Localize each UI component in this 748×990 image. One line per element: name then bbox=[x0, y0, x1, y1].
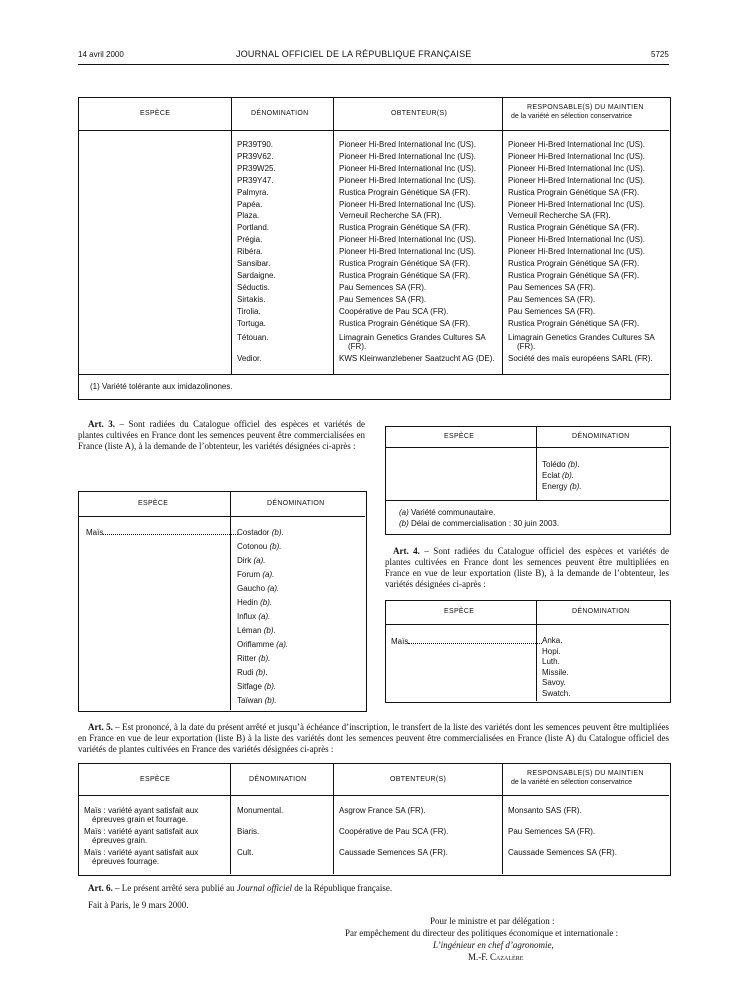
table1-row-3-obtenteur: Pioneer Hi-Bred International Inc (US). bbox=[339, 175, 476, 185]
table1-row-13-responsable: Pau Semences SA (FR). bbox=[508, 294, 596, 304]
table2-item-0: Costador (b). bbox=[237, 528, 284, 537]
table5-row-0-responsable: Monsanto SAS (FR). bbox=[508, 806, 582, 815]
table1-tetouan-name: Tétouan. bbox=[237, 333, 269, 342]
table1-row-15-responsable: Rustica Prograin Génétique SA (FR). bbox=[508, 318, 640, 328]
table2-item-4: Gaucho (a). bbox=[237, 584, 280, 593]
article-4 bbox=[385, 546, 669, 590]
table1-row-10-denomination: Sansibar. bbox=[237, 259, 271, 268]
table1-row-11-responsable: Rustica Prograin Génétique SA (FR). bbox=[508, 270, 640, 280]
table2-item-11: Sitfage (b). bbox=[237, 682, 277, 691]
table1-row-12-responsable: Pau Semences SA (FR). bbox=[508, 282, 596, 292]
table4-item-4: Savoy. bbox=[542, 678, 566, 687]
table3-col-espece: ESPÈCE bbox=[444, 433, 475, 440]
table4-species: Maïs bbox=[391, 637, 542, 646]
article-6: Art. 6. – Le présent arrêté sera publié au Journal officiel de la République française. bbox=[88, 883, 393, 893]
table1-row-14-obtenteur: Coopérative de Pau SCA (FR). bbox=[339, 306, 449, 316]
closing-line1: Pour le ministre et par délégation : bbox=[430, 916, 555, 926]
table5-col-responsable: RESPONSABLE(S) DU MAINTIEN bbox=[527, 770, 644, 777]
table4-item-3: Missile. bbox=[542, 667, 569, 677]
table4-frame bbox=[385, 600, 671, 703]
table1-col-denomination: DÉNOMINATION bbox=[251, 110, 309, 117]
table1-row-5-obtenteur: Pioneer Hi-Bred International Inc (US). bbox=[339, 199, 476, 209]
table4-item-5: Swatch. bbox=[542, 688, 571, 698]
header-date: 14 avril 2000 bbox=[78, 50, 124, 59]
table1-row-8-denomination: Prégia. bbox=[237, 235, 263, 245]
table1-row-0-denomination: PR39T90. bbox=[237, 140, 274, 149]
table5-row-1-denomination: Biaris. bbox=[237, 827, 260, 836]
table1-row-14-responsable: Pau Semences SA (FR). bbox=[508, 306, 596, 316]
table1-row-9-responsable: Pioneer Hi-Bred International Inc (US). bbox=[508, 247, 645, 257]
article-3-label: Art. 3. bbox=[88, 419, 116, 429]
article-3 bbox=[78, 419, 365, 452]
table3-note-a: (a) Variété communautaire. bbox=[399, 508, 496, 517]
table5-row-0-obtenteur: Asgrow France SA (FR). bbox=[339, 806, 426, 815]
table2-item-6: Influx (a). bbox=[237, 612, 271, 621]
table5-row-1-obtenteur: Coopérative de Pau SCA (FR). bbox=[339, 827, 449, 836]
table5-row-1-espece-cont: épreuves grain. bbox=[92, 836, 148, 845]
table4-col-espece: ESPÈCE bbox=[444, 608, 475, 615]
table5-row-0-espece-cont: épreuves grain et fourrage. bbox=[92, 815, 189, 824]
table2-item-1: Cotonou (b). bbox=[237, 542, 282, 551]
table1-row-2-obtenteur: Pioneer Hi-Bred International Inc (US). bbox=[339, 163, 476, 173]
closing-line2: Par empêchement du directeur des politiques économique et internationale : bbox=[345, 928, 619, 938]
article-3-text: – Sont radiées du Catalogue officiel des espèces et variétés de plantes cultivées en France dont les semences peuvent être commercialisées en France (liste A), à la demande de l’obtenteur, les variétés désignées ci-après : bbox=[78, 419, 365, 451]
signatory-name: M.-F. Cazalère bbox=[468, 952, 524, 962]
table5-col-obtenteur: OBTENTEUR(S) bbox=[390, 776, 447, 783]
table5-row-1-responsable: Pau Semences SA (FR). bbox=[508, 827, 596, 836]
table4-item-1: Hopi. bbox=[542, 646, 561, 656]
table1-tetouan-obt2: (FR). bbox=[348, 342, 367, 351]
table5-col-responsable-sub: de la variété en sélection conservatrice bbox=[511, 779, 633, 786]
table2-item-9: Ritter (b). bbox=[237, 654, 271, 663]
article-5 bbox=[78, 722, 669, 755]
table4-item-0: Anka. bbox=[542, 636, 563, 645]
table1-vedior-name: Vedior. bbox=[237, 354, 262, 363]
table1-row-13-obtenteur: Pau Semences SA (FR). bbox=[339, 294, 427, 304]
journal-title: JOURNAL OFFICIEL DE LA RÉPUBLIQUE FRANÇAISE bbox=[236, 49, 472, 59]
table3-item-2: Energy (b). bbox=[542, 482, 582, 491]
table1-footnote: (1) Variété tolérante aux imidazolinones. bbox=[90, 382, 233, 391]
article-6-label: Art. 6. bbox=[88, 883, 113, 893]
closing-place-date: Fait à Paris, le 9 mars 2000. bbox=[88, 900, 189, 910]
table1-vedior-obt: KWS Kleinwanzlebener Saatzucht AG (DE). bbox=[339, 354, 495, 363]
table1-row-4-obtenteur: Rustica Prograin Génétique SA (FR). bbox=[339, 187, 471, 197]
table1-row-12-obtenteur: Pau Semences SA (FR). bbox=[339, 282, 427, 292]
table1-row-15-obtenteur: Rustica Prograin Génétique SA (FR). bbox=[339, 318, 471, 328]
table1-row-1-responsable: Pioneer Hi-Bred International Inc (US). bbox=[508, 151, 645, 161]
table2-item-12: Taïwan (b). bbox=[237, 696, 277, 705]
table1-row-12-denomination: Séductis. bbox=[237, 282, 270, 292]
closing-line3: L’ingénieur en chef d’agronomie, bbox=[433, 940, 554, 950]
table1-col-espece: ESPÈCE bbox=[140, 110, 171, 117]
table5-row-2-espece: Maïs : variété ayant satisfait aux bbox=[84, 848, 199, 857]
table1-row-11-obtenteur: Rustica Prograin Génétique SA (FR). bbox=[339, 270, 471, 280]
table3-item-0: Tolédo (b). bbox=[542, 460, 580, 469]
table1-row-1-obtenteur: Pioneer Hi-Bred International Inc (US). bbox=[339, 151, 476, 161]
article-4-label: Art. 4. bbox=[393, 546, 420, 556]
table1-row-10-obtenteur: Rustica Prograin Génétique SA (FR). bbox=[339, 259, 471, 268]
table1-row-8-responsable: Pioneer Hi-Bred International Inc (US). bbox=[508, 235, 645, 245]
page-number: 5725 bbox=[651, 50, 669, 59]
table5-row-2-obtenteur: Caussade Semences SA (FR). bbox=[339, 848, 448, 857]
table4-item-2: Luth. bbox=[542, 657, 560, 666]
table1-row-8-obtenteur: Pioneer Hi-Bred International Inc (US). bbox=[339, 235, 476, 245]
table4-col-denomination: DÉNOMINATION bbox=[572, 608, 630, 615]
table1-row-5-denomination: Papéa. bbox=[237, 199, 263, 209]
table1-tetouan-resp2: (FR). bbox=[517, 342, 536, 351]
table2-item-2: Dirk (a). bbox=[237, 556, 266, 565]
table3-item-1: Eclat (b). bbox=[542, 471, 575, 480]
table1-row-14-denomination: Tirolia. bbox=[237, 306, 261, 316]
table3-note-b: (b) Délai de commercialisation : 30 juin 2003. bbox=[399, 519, 560, 528]
table2-col-espece: ESPÈCE bbox=[138, 500, 169, 507]
table1-row-7-obtenteur: Rustica Prograin Génétique SA (FR). bbox=[339, 223, 471, 233]
table1-row-6-denomination: Plaza. bbox=[237, 211, 260, 221]
table1-row-9-obtenteur: Pioneer Hi-Bred International Inc (US). bbox=[339, 247, 476, 257]
table1-row-7-denomination: Portland. bbox=[237, 223, 270, 233]
table3-col-denomination: DÉNOMINATION bbox=[572, 433, 630, 440]
table1-row-4-responsable: Rustica Prograin Génétique SA (FR). bbox=[508, 187, 640, 197]
table1-row-3-responsable: Pioneer Hi-Bred International Inc (US). bbox=[508, 175, 645, 185]
table5-col-espece: ESPÈCE bbox=[140, 776, 171, 783]
table5-row-1-espece: Maïs : variété ayant satisfait aux bbox=[84, 827, 199, 836]
table1-tetouan-obt1: Limagrain Genetics Grandes Cultures SA bbox=[339, 333, 486, 342]
table5-row-0-espece: Maïs : variété ayant satisfait aux bbox=[84, 806, 199, 815]
table1-vedior-resp: Société des maïs européens SARL (FR). bbox=[508, 354, 653, 363]
table1-row-10-responsable: Rustica Prograin Génétique SA (FR). bbox=[508, 259, 640, 268]
article-5-label: Art. 5. bbox=[88, 722, 113, 732]
table2-col-denomination: DÉNOMINATION bbox=[267, 500, 325, 507]
table2-item-5: Hedin (b). bbox=[237, 598, 273, 607]
table1-row-3-denomination: PR39Y47. bbox=[237, 175, 274, 185]
table1-row-6-responsable: Verneuil Recherche SA (FR). bbox=[508, 211, 611, 221]
table2-item-7: Léman (b). bbox=[237, 626, 276, 635]
table1-row-1-denomination: PR39V62. bbox=[237, 151, 274, 161]
table2-item-8: Oriflamme (a). bbox=[237, 640, 289, 649]
table1-col-obtenteur: OBTENTEUR(S) bbox=[391, 110, 448, 117]
table2-frame bbox=[78, 491, 367, 712]
table1-row-11-denomination: Sardaigne. bbox=[237, 270, 276, 280]
table1-footnote-rule bbox=[78, 374, 669, 375]
table1-row-0-responsable: Pioneer Hi-Bred International Inc (US). bbox=[508, 140, 645, 149]
table1-row-5-responsable: Pioneer Hi-Bred International Inc (US). bbox=[508, 199, 645, 209]
journal-officiel-ref: Journal officiel bbox=[236, 883, 292, 893]
table1-tetouan-resp1: Limagrain Genetics Grandes Cultures SA bbox=[508, 333, 655, 342]
table1-row-13-denomination: Sirtakis. bbox=[237, 294, 266, 304]
table1-row-2-denomination: PR39W25. bbox=[237, 163, 276, 173]
table5-row-2-espece-cont: épreuves fourrage. bbox=[92, 857, 160, 866]
table2-species: Maïs bbox=[86, 528, 238, 537]
table1-header-rule bbox=[78, 130, 669, 131]
table5-row-2-denomination: Cult. bbox=[237, 848, 254, 857]
table1-row-15-denomination: Tortuga. bbox=[237, 318, 266, 328]
table2-item-10: Rudi (b). bbox=[237, 668, 268, 677]
article-5-text: – Est prononcé, à la date du présent arrêté et jusqu’à échéance d’inscription, le transfert de la liste des variétés dont les semences peuvent être multipliées en France en vue de leur exportation (liste B) à la liste des variétés dont les semences peuvent être commercialisées en France (liste A) du Catalogue officiel des variétés de plantes cultivées en France des variétés désignées ci-après : bbox=[78, 722, 669, 754]
table1-row-6-obtenteur: Verneuil Recherche SA (FR). bbox=[339, 211, 442, 221]
table5-row-2-responsable: Caussade Semences SA (FR). bbox=[508, 848, 617, 857]
header-rule bbox=[78, 64, 669, 65]
table1-row-4-denomination: Palmyra. bbox=[237, 187, 269, 197]
table1-row-9-denomination: Ribéra. bbox=[237, 247, 263, 257]
table2-item-3: Forum (a). bbox=[237, 570, 275, 579]
table1-row-2-responsable: Pioneer Hi-Bred International Inc (US). bbox=[508, 163, 645, 173]
table5-row-0-denomination: Monumental. bbox=[237, 806, 284, 815]
table1-col-responsable-sub: de la variété en sélection conservatrice bbox=[511, 113, 633, 120]
article-4-text: – Sont radiées du Catalogue officiel des espèces et variétés de plantes cultivées en France dont les semences peuvent être multipliées en France en vue de leur exportation (liste B), à la demande de l’obtenteur, les variétés désignées ci-après : bbox=[385, 546, 669, 589]
table1-col-responsable: RESPONSABLE(S) DU MAINTIEN bbox=[527, 104, 644, 111]
table1-row-7-responsable: Rustica Prograin Génétique SA (FR). bbox=[508, 223, 640, 233]
table1-row-0-obtenteur: Pioneer Hi-Bred International Inc (US). bbox=[339, 140, 476, 149]
table5-col-denomination: DÉNOMINATION bbox=[249, 776, 307, 783]
